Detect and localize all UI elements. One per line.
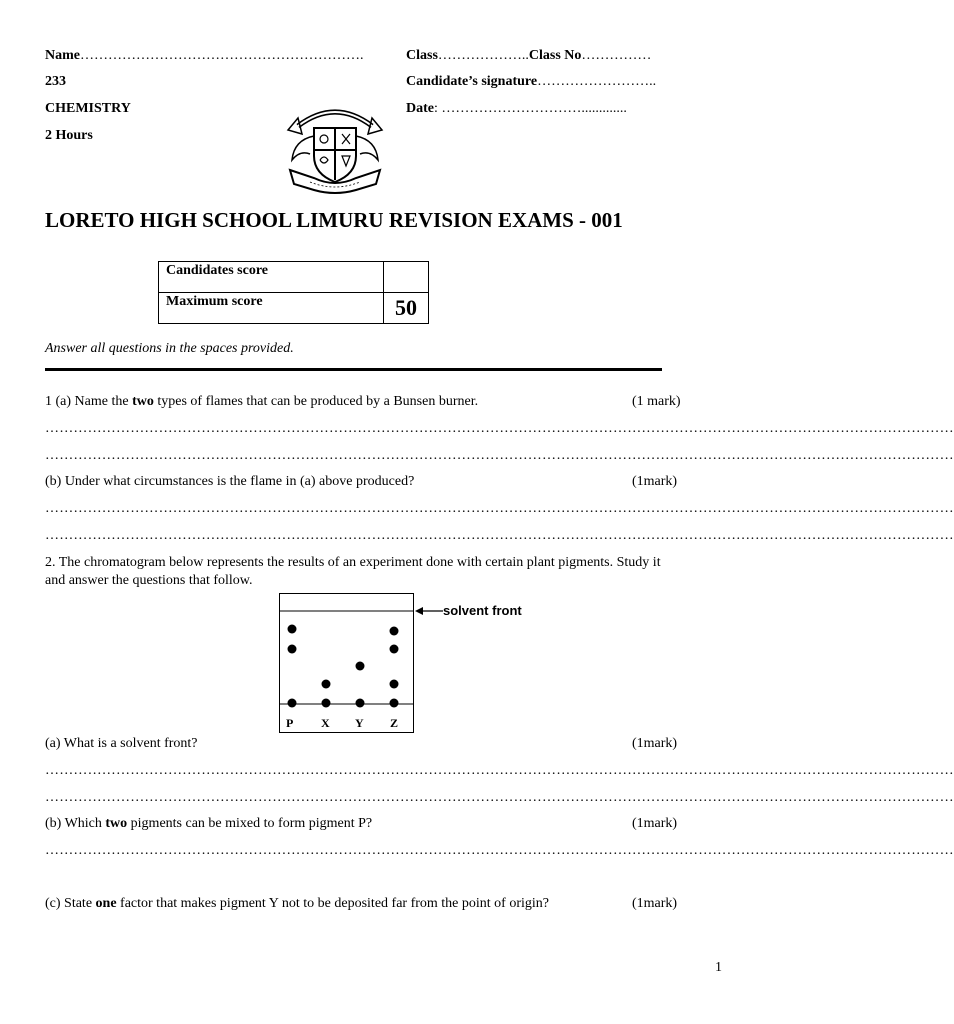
question-2c: [45, 896, 549, 912]
column-label-y: Y: [355, 716, 364, 730]
date-field: [406, 101, 627, 117]
answer-line[interactable]: …………………………………………………………………………………………………………………………………………………………………………: [45, 448, 954, 463]
class-no-dots: ……………: [581, 48, 652, 63]
question-1a: [45, 394, 478, 410]
question-2-line-2: and answer the questions that follow.: [45, 573, 253, 588]
question-2b: [45, 816, 372, 832]
spot-y-origin: [356, 699, 365, 708]
column-label-z: Z: [390, 716, 399, 730]
answer-line[interactable]: …………………………………………………………………………………………………………………………………………………………………………: [45, 763, 954, 778]
maximum-score-row: [159, 293, 429, 324]
class-label: Class: [406, 48, 438, 63]
question-2b-text: (b) Which: [45, 816, 106, 831]
question-2c-emphasis: one: [95, 896, 117, 911]
divider: [45, 368, 662, 371]
question-2c-text-end: factor that makes pigment Y not to be deposited far from the point of origin?: [116, 896, 549, 911]
question-2c-mark: (1mark): [632, 896, 678, 911]
question-2-line-1: 2. The chromatogram below represents the results of an experiment done with certain plant pigments. Study it: [45, 555, 661, 570]
spot-z-1: [390, 627, 399, 636]
maximum-score-value: 50: [384, 293, 429, 324]
question-2b-mark: (1mark): [632, 816, 678, 831]
spot-z-origin: [390, 699, 399, 708]
answer-line[interactable]: …………………………………………………………………………………………………………………………………………………………………………: [45, 790, 954, 805]
maximum-score-label: Maximum score: [159, 293, 384, 324]
subject: CHEMISTRY: [45, 101, 131, 116]
exam-title: LORETO HIGH SCHOOL LIMURU REVISION EXAMS - 001: [45, 208, 623, 232]
chromatogram-paper: [280, 594, 414, 733]
spot-p-origin: [288, 699, 297, 708]
date-dots: : ………………………….............: [434, 101, 627, 116]
candidates-score-row: [159, 262, 429, 293]
question-1a-mark: (1 mark): [632, 394, 681, 409]
spot-z-3: [390, 680, 399, 689]
date-label: Date: [406, 101, 434, 116]
answer-line[interactable]: …………………………………………………………………………………………………………………………………………………………………………: [45, 528, 954, 543]
question-2a-mark: (1mark): [632, 736, 678, 751]
page-number: 1: [715, 960, 722, 975]
question-2a: (a) What is a solvent front?: [45, 736, 198, 751]
signature-field: [406, 74, 656, 90]
question-2b-text-end: pigments can be mixed to form pigment P?: [127, 816, 373, 831]
answer-line[interactable]: …………………………………………………………………………………………………………………………………………………………………………: [45, 421, 954, 436]
question-1a-emphasis: two: [132, 394, 154, 409]
paper-code: 233: [45, 74, 66, 89]
signature-dots: ……………………..: [537, 74, 657, 89]
answer-line[interactable]: …………………………………………………………………………………………………………………………………………………………………………: [45, 501, 954, 516]
question-1b: (b) Under what circumstances is the flame in (a) above produced?: [45, 474, 415, 489]
signature-label: Candidate’s signature: [406, 74, 538, 89]
spot-x-1: [322, 680, 331, 689]
spot-x-origin: [322, 699, 331, 708]
school-crest-icon: [280, 104, 390, 194]
name-label: Name: [45, 48, 80, 63]
question-2b-emphasis: two: [105, 816, 128, 831]
class-no-label: Class No: [528, 48, 582, 63]
answer-line[interactable]: …………………………………………………………………………………………………………………………………………………………………………: [45, 843, 954, 858]
spot-y-1: [356, 662, 365, 671]
chromatogram-figure: [279, 593, 539, 735]
column-label-p: P: [286, 716, 294, 730]
arrow-head-icon: [415, 607, 423, 615]
class-field: [406, 48, 651, 64]
duration: 2 Hours: [45, 128, 93, 143]
question-2c-text: (c) State: [45, 896, 96, 911]
candidates-score-label: Candidates score: [159, 262, 384, 293]
column-label-x: X: [321, 716, 330, 730]
candidates-score-value[interactable]: [384, 262, 429, 293]
question-1a-text-end: types of flames that can be produced by a Bunsen burner.: [153, 394, 479, 409]
solvent-front-annotation: solvent front: [443, 603, 522, 618]
question-1b-mark: (1mark): [632, 474, 678, 489]
name-dots: …………………………………………………….: [80, 48, 364, 63]
question-1a-text: 1 (a) Name the: [45, 394, 133, 409]
score-table: [158, 261, 429, 324]
spot-p-1: [288, 625, 297, 634]
name-field: [45, 48, 364, 64]
spot-p-2: [288, 645, 297, 654]
instructions: Answer all questions in the spaces provided.: [45, 341, 294, 356]
spot-z-2: [390, 645, 399, 654]
class-dots: ………………..: [437, 48, 529, 63]
